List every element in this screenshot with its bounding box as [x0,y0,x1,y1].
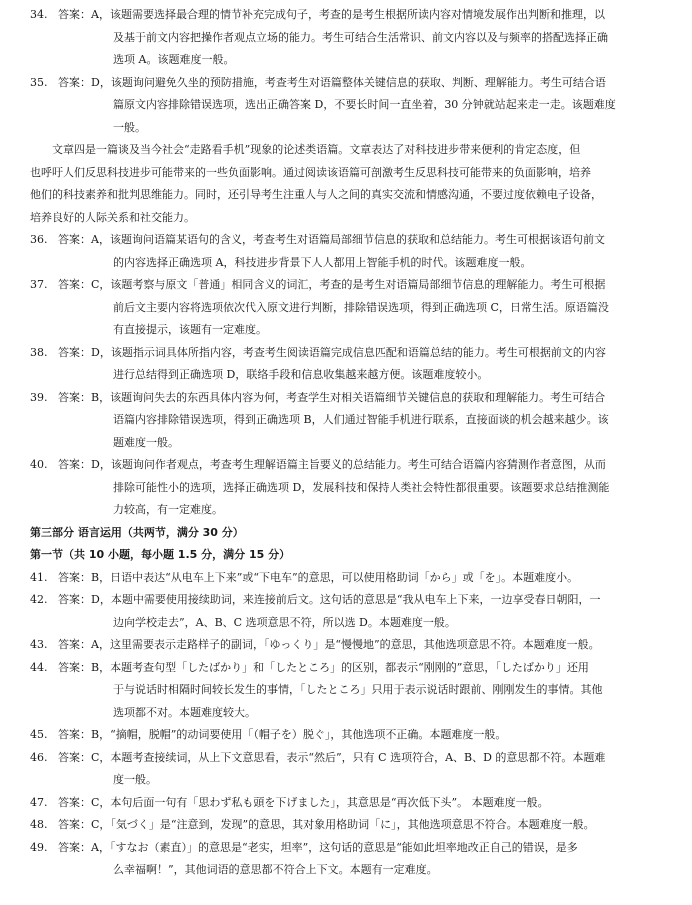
item-text: 答案：A，该题询问语篇某语句的含义，考查考生对语篇局部细节信息的获取和总结能力。考生可根据该语句前文 [58,233,605,246]
item-text: 答案：A，这里需要表示走路样子的副词，「ゆっくり」是“慢慢地”的意思，其他选项意思不符。本题难度一般。 [58,638,600,651]
item-number: 41. [30,570,48,584]
paragraph-line: 文章四是一篇谈及当今社会“走路看手机”现象的论述类语篇。文章表达了对科技进步带来便利的肯定态度，但 [52,143,581,156]
item-text: 答案：A，该题需要选择最合理的情节补充完成句子，考查的是考生根据所读内容对情境发展作出判断和推理，以 [58,8,605,21]
item-text: 答案：D，该题指示词具体所指内容，考查考生阅读语篇完成信息匹配和语篇总结的能力。考生可根据前文的内容 [58,345,606,359]
item-number: 38. [30,345,48,359]
item-number: 49. [30,840,48,854]
answer-item-37 [30,274,664,342]
answer-item-38 [30,342,664,387]
item-text: 答案：D，本题中需要使用接续助词，来连接前后文。这句话的意思是“我从电车上下来，一边享受春日朝阳，一 [58,593,601,606]
item-text: 答案：C，本句后面一句有「思わず私も頭を下げました」，其意思是“再次低下头”。 本题难度一般。 [58,795,549,809]
answer-item-44 [30,657,664,725]
item-number: 42. [30,593,48,606]
item-text: 答案：C，「気づく」是“注意到，发现”的意思，其对象用格助词「に」，其他选项意思不符合。本题难度一般。 [58,818,595,831]
item-text: 答案：B，本题考查句型「したばかり」和「したところ」的区别，都表示“刚刚的”意思，「したばかり」还用 [58,660,589,674]
item-text: 有直接提示，该题有一定难度。 [113,323,267,336]
item-number: 44. [30,660,48,674]
section-title: 第三部分 语言运用（共两节，满分 30 分） [30,525,244,539]
item-text: 选项都不对。本题难度较大。 [113,705,256,719]
item-text: 进行总结得到正确选项 D，联络手段和信息收集越来越方便。该题难度较小。 [113,368,489,381]
answer-item-49 [30,837,664,882]
item-text: 答案：B，日语中表达“从电车上下来”或“下电车”的意思，可以使用格助词「から」或「を」。本题难度小。 [58,570,579,584]
item-text: 的内容选择正确选项 A，科技进步背景下人人都用上智能手机的时代。该题难度一般。 [113,255,532,269]
item-text: 力较高，有一定难度。 [113,503,223,516]
paragraph-line: 培养良好的人际关系和社交能力。 [30,210,195,224]
item-text: 答案：C，本题考查接续词，从上下文意思看，表示“然后”，只有 C 选项符合，A、B、D 的意思都不符。本题难 [58,750,606,764]
item-number: 36. [30,233,48,246]
item-number: 40. [30,458,48,471]
item-text: 前后文主要内容将选项依次代入原文进行判断，排除错误选项，得到正确选项 C，日常生活。原语篇没 [113,300,609,314]
item-number: 45. [30,728,48,741]
item-number: 46. [30,750,48,764]
item-text: 选项 A。该题难度一般。 [113,53,235,66]
item-number: 37. [30,278,48,291]
answer-item-35 [30,72,664,140]
item-text: 篇原文内容排除错误选项，选出正确答案 D，不要长时间一直坐着，30 分钟就站起来走一走。该题难度 [113,98,616,111]
answer-item-46 [30,747,664,792]
item-text: 语篇内容排除错误选项，得到正确选项 B，人们通过智能手机进行联系，直接面谈的机会越来越少。该 [113,413,609,426]
item-text: 么幸福啊！”，其他词语的意思都不符合上下文。本题有一定难度。 [113,863,438,876]
answer-item-42 [30,589,664,634]
item-text: 答案：D，该题询问作者观点，考查考生理解语篇主旨要义的总结能力。考生可结合语篇内容猜测作者意图，从而 [58,458,606,471]
answer-item-43 [30,634,664,657]
item-number: 35. [30,75,48,89]
item-text: 答案：D，该题询问避免久坐的预防措施，考查考生对语篇整体关键信息的获取、判断、理解能力。考生可结合语 [58,75,606,89]
answer-item-41 [30,567,664,590]
item-number: 48. [30,818,48,831]
item-text: 答案：B，“摘帽，脱帽”的动词要使用「（帽子を）脱ぐ」，其他选项不正确。本题难度一般。 [58,728,507,741]
paragraph-line: 也呼吁人们反思科技进步可能带来的一些负面影响。通过阅读该语篇可剖激考生反思科技可能带来的负面影响，培养 [30,165,591,179]
item-text: 边向学校走去”，A、B、C 选项意思不符，所以选 D。本题难度一般。 [113,615,456,629]
item-text: 答案：A，「すなお（素直）」的意思是“老实，坦率”，这句话的意思是“能如此坦率地改正自己的错误，是多 [58,840,578,854]
answer-item-45 [30,724,664,747]
item-number: 39. [30,390,48,404]
item-text: 答案：B，该题询问失去的东西具体内容为何，考查学生对相关语篇细节关键信息的获取和理解能力。考生可结合 [58,390,606,404]
item-number: 43. [30,638,48,651]
item-text: 及基于前文内容把操作者观点立场的能力。考生可结合生活常识、前文内容以及与频率的搭配选择正确 [113,30,608,44]
item-text: 度一般。 [113,773,157,786]
item-text: 排除可能性小的选项，选择正确选项 D，发展科技和保持人类社会特性都很重要。该题要求总结推测能 [113,480,610,494]
item-text: 题难度一般。 [113,435,179,449]
item-text: 答案：C，该题考察与原文「普通」相同含义的词汇，考查的是考生对语篇局部细节信息的理解能力。考生可根据 [58,278,606,291]
paragraph-line: 他们的科技素养和批判思维能力。同时，还引导考生注重人与人之间的真实交流和情感沟通，不要过度依赖电子设备， [30,188,602,201]
answer-item-34 [30,4,664,72]
item-number: 47. [30,795,48,809]
item-text: 一般。 [113,120,146,134]
subsection-title: 第一节（共 10 小题，每小题 1.5 分，满分 15 分） [30,548,291,561]
item-number: 34. [30,8,48,21]
answer-item-48 [30,814,664,837]
answer-item-40 [30,454,664,522]
answer-item-47 [30,792,664,815]
answer-item-39 [30,387,664,455]
item-text: 于与说话时相隔时间较长发生的事情，「したところ」只用于表示说话时跟前、刚刚发生的事情。其他 [113,683,603,696]
answer-item-36 [30,229,664,274]
article-four-summary [30,139,664,229]
